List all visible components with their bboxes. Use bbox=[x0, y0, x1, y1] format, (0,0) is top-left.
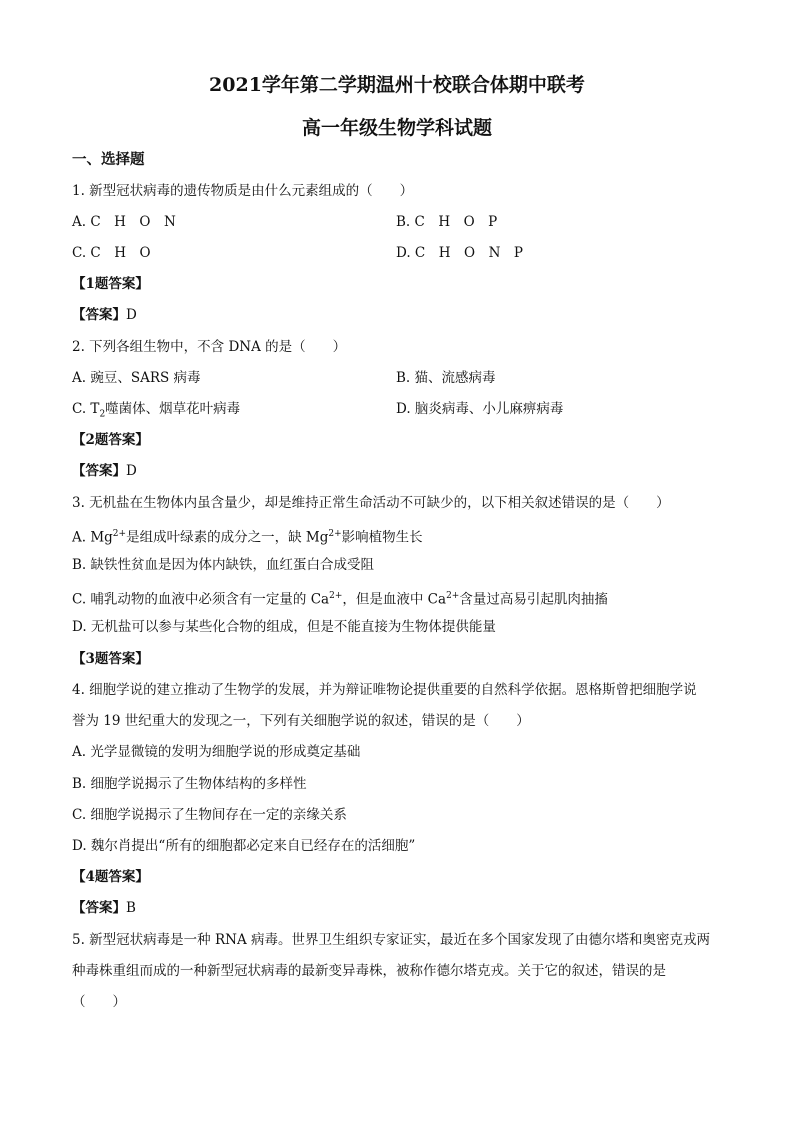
superscript: 2+ bbox=[329, 591, 343, 601]
question-5-stem-line-3: （ ） bbox=[72, 994, 126, 1010]
superscript: 2+ bbox=[112, 529, 127, 539]
question-1-option-c: C. C H O bbox=[72, 245, 151, 261]
question-3-option-c bbox=[72, 587, 732, 609]
question-3-option-b: B. 缺铁性贫血是因为体内缺铁，血红蛋白合成受阻 bbox=[72, 557, 375, 573]
answer-value: D bbox=[126, 307, 137, 323]
question-5-stem-line-1: 5. 新型冠状病毒是一种 RNA 病毒。世界卫生组织专家证实，最近在多个国家发现了由德尔塔和奥密克戎两 bbox=[72, 932, 710, 948]
question-5-stem-line-2: 种毒株重组而成的一种新型冠状病毒的最新变异毒株，被称作德尔塔克戎。关于它的叙述，错误的是 bbox=[72, 963, 666, 979]
question-1-option-d: D. C H O N P bbox=[396, 245, 523, 261]
question-3-stem: 3. 无机盐在生物体内虽含量少，却是维持正常生命活动不可缺少的，以下相关叙述错误的是（ ） bbox=[72, 495, 670, 511]
answer-value: B bbox=[126, 900, 136, 916]
question-1-answer bbox=[72, 306, 732, 324]
option-text: C. 哺乳动物的血液中必须含有一定量的 Ca bbox=[72, 591, 330, 608]
question-4-answer bbox=[72, 899, 732, 917]
question-4-option-d: D. 魏尔肖提出“所有的细胞都必定来自已经存在的活细胞” bbox=[72, 838, 416, 854]
question-3-option-d: D. 无机盐可以参与某些化合物的组成，但是不能直接为生物体提供能量 bbox=[72, 619, 496, 635]
question-4-stem-line-1: 4. 细胞学说的建立推动了生物学的发展，并为辩证唯物论提供重要的自然科学依据。恩格斯曾把细胞学说 bbox=[72, 682, 697, 698]
page-subtitle: 高一年级生物学科试题 bbox=[301, 117, 492, 139]
option-text: ，但是血液中 Ca bbox=[342, 591, 447, 608]
question-4-option-c: C. 细胞学说揭示了生物间存在一定的亲缘关系 bbox=[72, 807, 347, 823]
answer-label: 【答案】 bbox=[72, 900, 126, 916]
question-2-stem: 2. 下列各组生物中，不含 DNA 的是（ ） bbox=[72, 339, 347, 355]
question-3-option-a bbox=[72, 525, 732, 547]
question-2-answer bbox=[72, 462, 732, 480]
section-heading: 一、选择题 bbox=[72, 151, 145, 168]
option-text: C. T bbox=[72, 401, 100, 417]
answer-label: 【答案】 bbox=[72, 307, 126, 323]
question-1-option-b: B. C H O P bbox=[396, 214, 498, 230]
question-2-answer-tag: 【2题答案】 bbox=[72, 432, 149, 448]
option-text: 影响植物生长 bbox=[341, 529, 423, 546]
option-text: 噬菌体、烟草花叶病毒 bbox=[105, 401, 241, 417]
question-4-option-a: A. 光学显微镜的发明为细胞学说的形成奠定基础 bbox=[72, 744, 361, 760]
question-4-stem-line-2: 誉为 19 世纪重大的发现之一，下列有关细胞学说的叙述，错误的是（ ） bbox=[72, 713, 530, 729]
question-1-answer-tag: 【1题答案】 bbox=[72, 276, 149, 292]
question-1-option-a: A. C H O N bbox=[72, 214, 176, 230]
option-text: 含量过高易引起肌肉抽搐 bbox=[459, 591, 608, 608]
question-3-answer-tag: 【3题答案】 bbox=[72, 651, 149, 667]
question-2-option-a: A. 豌豆、SARS 病毒 bbox=[72, 370, 201, 386]
answer-label: 【答案】 bbox=[72, 463, 126, 479]
answer-value: D bbox=[126, 463, 137, 479]
question-4-answer-tag: 【4题答案】 bbox=[72, 869, 149, 885]
question-2-option-d: D. 脑炎病毒、小儿麻痹病毒 bbox=[396, 401, 564, 417]
subscript: 2 bbox=[99, 409, 106, 420]
question-1-stem: 1. 新型冠状病毒的遗传物质是由什么元素组成的（ ） bbox=[72, 183, 414, 199]
option-text: A. Mg bbox=[72, 529, 113, 546]
question-2-option-b: B. 猫、流感病毒 bbox=[396, 370, 496, 386]
option-text: 是组成叶绿素的成分之一，缺 Mg bbox=[126, 529, 329, 546]
superscript: 2+ bbox=[328, 529, 342, 539]
page-title: 2021学年第二学期温州十校联合体期中联考 bbox=[209, 74, 585, 96]
question-4-option-b: B. 细胞学说揭示了生物体结构的多样性 bbox=[72, 776, 307, 792]
superscript: 2+ bbox=[446, 591, 460, 601]
